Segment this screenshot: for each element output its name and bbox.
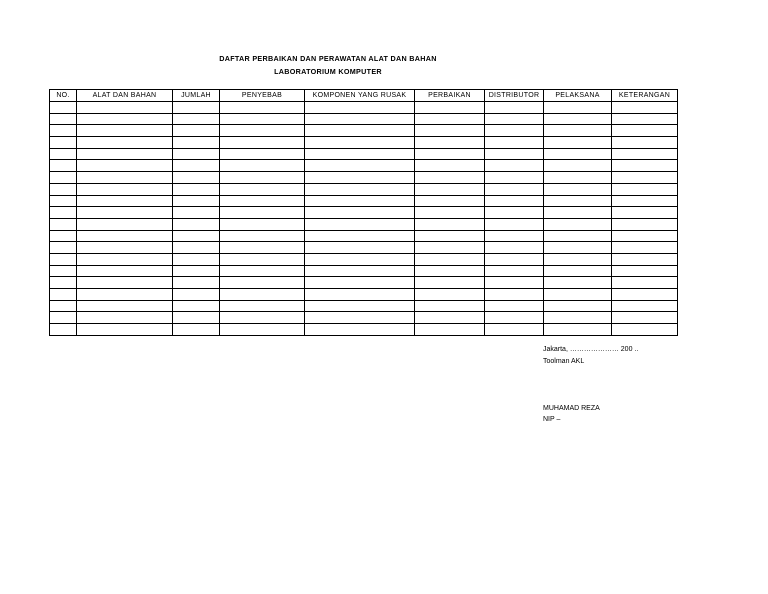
table-cell [544,207,612,219]
table-row [50,125,678,137]
table-cell [485,160,544,172]
table-cell [173,148,220,160]
table-cell [173,125,220,137]
signature-role: Toolman AKL [543,358,585,365]
column-header-alat-dan-bahan: ALAT DAN BAHAN [77,90,173,102]
table-cell [485,253,544,265]
table-cell [173,324,220,336]
table-cell [173,289,220,301]
table-row [50,312,678,324]
table-cell [415,113,485,125]
table-cell [612,265,678,277]
table-cell [485,289,544,301]
table-cell [173,242,220,254]
table-cell [220,125,305,137]
table-cell [50,289,77,301]
table-cell [173,253,220,265]
table-cell [415,300,485,312]
table-row [50,218,678,230]
table-cell [305,102,415,114]
table-cell [77,242,173,254]
table-cell [485,183,544,195]
table-cell [305,195,415,207]
table-cell [612,242,678,254]
table-cell [77,102,173,114]
table-cell [220,160,305,172]
table-cell [485,312,544,324]
table-cell [485,230,544,242]
table-cell [220,230,305,242]
table-cell [485,324,544,336]
table-cell [173,113,220,125]
table-cell [220,183,305,195]
table-cell [50,242,77,254]
table-cell [415,102,485,114]
table-cell [415,277,485,289]
table-cell [612,125,678,137]
table-cell [305,265,415,277]
table-cell [220,195,305,207]
table-row [50,289,678,301]
table-cell [612,207,678,219]
table-cell [50,148,77,160]
table-cell [415,312,485,324]
table-cell [77,312,173,324]
column-header-distributor: DISTRIBUTOR [485,90,544,102]
table-cell [485,125,544,137]
table-cell [220,289,305,301]
table-cell [305,172,415,184]
table-cell [612,183,678,195]
table-cell [220,324,305,336]
table-cell [612,277,678,289]
table-row [50,195,678,207]
table-cell [305,312,415,324]
table-cell [173,265,220,277]
table-cell [415,324,485,336]
table-cell [544,137,612,149]
table-cell [220,218,305,230]
table-cell [50,172,77,184]
table-cell [485,207,544,219]
table-cell [173,300,220,312]
table-cell [50,277,77,289]
table-cell [220,277,305,289]
table-cell [220,242,305,254]
table-cell [415,148,485,160]
table-cell [612,300,678,312]
table-cell [50,125,77,137]
table-cell [50,113,77,125]
table-cell [50,218,77,230]
maintenance-table [49,89,678,336]
table-cell [77,207,173,219]
table-cell [305,277,415,289]
document-title: DAFTAR PERBAIKAN DAN PERAWATAN ALAT DAN BAHAN [219,54,437,63]
table-cell [544,148,612,160]
table-cell [220,253,305,265]
signature-place-date: Jakarta, ………………… 200 .. [543,346,639,353]
table-cell [77,183,173,195]
table-cell [77,137,173,149]
table-cell [305,218,415,230]
table-cell [50,324,77,336]
table-cell [220,148,305,160]
table-cell [612,230,678,242]
table-cell [173,230,220,242]
table-cell [415,230,485,242]
table-cell [544,312,612,324]
table-cell [173,172,220,184]
table-cell [544,289,612,301]
table-cell [220,102,305,114]
table-cell [220,137,305,149]
column-header-jumlah: JUMLAH [173,90,220,102]
table-cell [220,300,305,312]
table-cell [50,183,77,195]
table-cell [485,195,544,207]
table-cell [173,277,220,289]
table-cell [544,230,612,242]
table-cell [77,218,173,230]
table-row [50,242,678,254]
table-row [50,230,678,242]
table-cell [544,125,612,137]
table-cell [50,253,77,265]
column-header-no: NO. [50,90,77,102]
table-cell [612,148,678,160]
table-cell [415,195,485,207]
table-cell [173,218,220,230]
table-cell [544,265,612,277]
signature-name: MUHAMAD REZA [543,405,600,412]
table-cell [305,300,415,312]
table-cell [173,137,220,149]
table-cell [612,289,678,301]
table-row [50,277,678,289]
table-row [50,324,678,336]
table-cell [220,207,305,219]
table-cell [415,242,485,254]
table-row [50,265,678,277]
table-cell [485,300,544,312]
table-cell [77,253,173,265]
table-cell [415,172,485,184]
table-cell [485,242,544,254]
table-cell [77,160,173,172]
column-header-keterangan: KETERANGAN [612,90,678,102]
table-cell [173,207,220,219]
column-header-komponen-yang-rusak: KOMPONEN YANG RUSAK [305,90,415,102]
table-row [50,160,678,172]
table-row [50,113,678,125]
table-cell [305,183,415,195]
table-cell [50,102,77,114]
table-cell [485,102,544,114]
table-cell [612,195,678,207]
table-cell [305,230,415,242]
table-cell [77,195,173,207]
table-cell [415,289,485,301]
document-subtitle: LABORATORIUM KOMPUTER [274,67,382,76]
table-cell [415,137,485,149]
table-cell [173,312,220,324]
table-cell [50,160,77,172]
table-cell [305,207,415,219]
table-cell [77,277,173,289]
table-cell [612,172,678,184]
table-cell [544,324,612,336]
table-row [50,137,678,149]
table-cell [77,324,173,336]
table-cell [305,148,415,160]
table-cell [77,300,173,312]
table-row [50,253,678,265]
table-cell [220,265,305,277]
signature-nip: NIP – [543,416,561,423]
table-cell [544,253,612,265]
table-body [50,102,678,336]
table-cell [50,312,77,324]
table-cell [485,265,544,277]
table-cell [415,218,485,230]
table-cell [50,300,77,312]
table-cell [305,324,415,336]
table-row [50,183,678,195]
table-cell [77,113,173,125]
table-cell [544,195,612,207]
table-row [50,148,678,160]
table-cell [544,218,612,230]
table-cell [612,102,678,114]
column-header-perbaikan: PERBAIKAN [415,90,485,102]
table-cell [415,207,485,219]
table-row [50,207,678,219]
table-cell [544,172,612,184]
table-cell [305,125,415,137]
table-cell [612,253,678,265]
table-cell [544,277,612,289]
table-cell [544,242,612,254]
table-cell [77,172,173,184]
table-cell [305,289,415,301]
table-cell [305,113,415,125]
table-cell [612,312,678,324]
table-cell [544,183,612,195]
table-cell [415,253,485,265]
table-cell [220,172,305,184]
table-cell [220,113,305,125]
table-row [50,300,678,312]
table-cell [77,230,173,242]
table-cell [77,289,173,301]
table-cell [485,148,544,160]
table-row [50,172,678,184]
table-cell [50,265,77,277]
table-cell [544,160,612,172]
table-cell [50,230,77,242]
table-cell [485,218,544,230]
table-header-row [50,90,678,102]
table-cell [612,113,678,125]
table-cell [220,312,305,324]
table-cell [612,137,678,149]
table-cell [544,113,612,125]
table-cell [415,160,485,172]
table-cell [77,125,173,137]
table-cell [612,218,678,230]
table-cell [485,113,544,125]
table-cell [485,172,544,184]
table-cell [173,102,220,114]
table-cell [612,160,678,172]
table-cell [50,137,77,149]
table-cell [544,300,612,312]
table-row [50,102,678,114]
table-cell [50,207,77,219]
table-cell [415,265,485,277]
table-cell [305,253,415,265]
table-cell [50,195,77,207]
table-cell [173,183,220,195]
column-header-pelaksana: PELAKSANA [544,90,612,102]
table-cell [305,160,415,172]
table-cell [612,324,678,336]
table-cell [173,195,220,207]
table-cell [415,125,485,137]
table-cell [77,265,173,277]
table-cell [305,242,415,254]
table-cell [415,183,485,195]
table-cell [544,102,612,114]
column-header-penyebab: PENYEBAB [220,90,305,102]
table-cell [305,137,415,149]
table-cell [485,277,544,289]
table-cell [77,148,173,160]
table-cell [485,137,544,149]
table-cell [173,160,220,172]
